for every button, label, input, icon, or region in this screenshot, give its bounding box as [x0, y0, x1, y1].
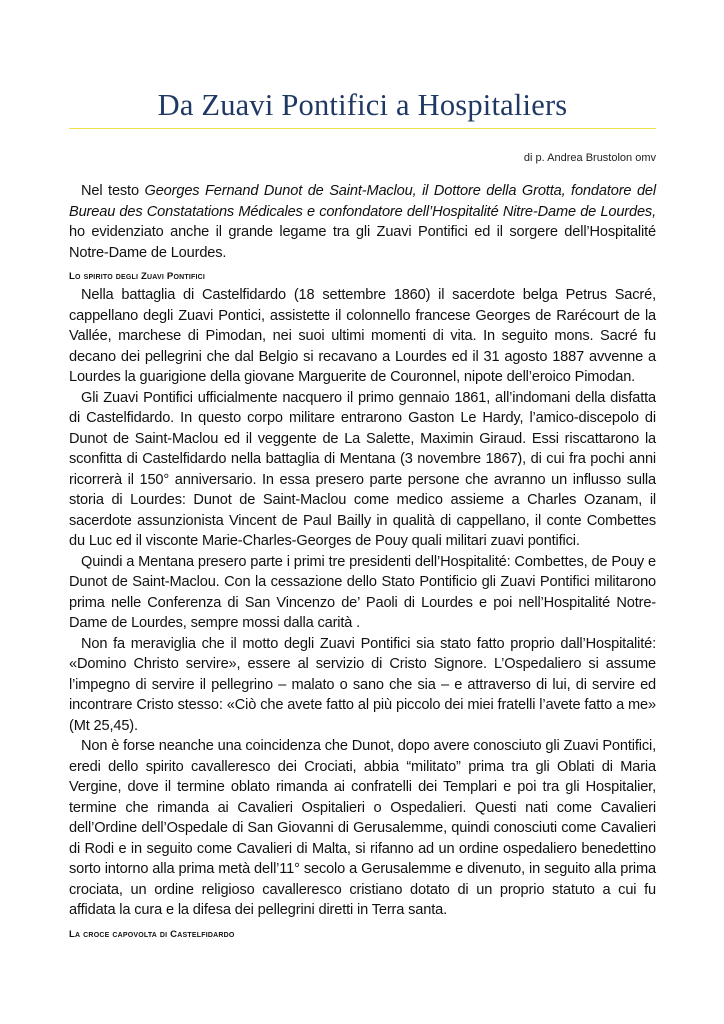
body-paragraph: Quindi a Mentana presero parte i primi tre presidenti dell’Hospitalité: Combettes, de Pouy e Dunot de Saint-Maclou. Con la cessazione dello Stato Pontificio gli Zuavi Pontifici militarono prima nelle Conferenza di San Vincenzo de’ Paoli di Lourdes e poi nell’Hospitalité Notre-Dame de Lourdes, sempre mossi dalla carità . — [69, 553, 656, 631]
intro-paragraph — [69, 181, 656, 263]
section-heading-croce: La croce capovolta di Castelfidardo — [69, 928, 235, 940]
intro-italic-title: Georges Fernand Dunot de Saint-Maclou, il Dottore della Grotta, fondatore del Bureau des Constatations Médicales e confondatore dell’Hospitalité Nitre-Dame de Lourdes, — [69, 183, 656, 220]
author-line: di p. Andrea Brustolon omv — [523, 152, 656, 164]
title-underline — [69, 128, 656, 129]
page-title: Da Zuavi Pontifici a Hospitaliers — [157, 88, 568, 122]
intro-text-before: Nel testo — [81, 183, 145, 199]
section-heading-spirito: Lo spirito degli Zuavi Pontifici — [69, 271, 206, 282]
body-paragraph: Non è forse neanche una coincidenza che Dunot, dopo avere conosciuto gli Zuavi Pontifici, eredi dello spirito cavalleresco dei Crociati, abbia “militato” prima tra gli Oblati di Maria Vergine, dove il termine oblato rimanda ai confratelli dei Templari e poi tra gli Hospitalier, termine che rimanda ai Cavalieri Ospitalieri o Ospedalieri. Questi nati come Cavalieri dell’Ordine dell’Ospedale di San Giovanni di Gerusalemme, quindi conosciuti come Cavalieri di Rodi e in seguito come Cavalieri di Malta, si rifanno ad un ordine ospedaliero benedettino sorto intorno alla prima metà dell’11° secolo a Gerusalemme e divenuto, in seguito alla prima crociata, un ordine religioso cavalleresco cristiano dotato di un proprio statuto a cui fu affidata la cura e la difesa dei pellegrini diretti in Terra santa. — [69, 738, 656, 918]
intro-text-after: ho evidenziato anche il grande legame tra gli Zuavi Pontifici ed il sorgere dell’Hospitalité Notre-Dame de Lourdes. — [69, 224, 656, 261]
body-paragraph: Gli Zuavi Pontifici ufficialmente nacquero il primo gennaio 1861, all’indomani della disfatta di Castelfidardo. In questo corpo militare entrarono Gaston Le Hardy, l’amico-discepolo di Dunot de Saint-Maclou ed il veggente de La Salette, Maximin Giraud. Essi riscattarono la sconfitta di Castelfidardo nella battaglia di Mentana (3 novembre 1867), di cui fra pochi anni ricorrerà il 150° anniversario. In essa presero parte persone che avranno un influsso sulla storia di Lourdes: Dunot de Saint-Maclou come medico assieme a Charles Ozanam, il sacerdote assunzionista Vincent de Paul Bailly in qualità di cappellano, il conte Combettes du Luc ed il visconte Marie-Charles-Georges de Pouy quali militari zuavi pontifici. — [69, 389, 656, 549]
body-paragraph: Non fa meraviglia che il motto degli Zuavi Pontifici sia stato fatto proprio dall’Hospitalité: «Domino Christo servire», essere al servizio di Cristo Signore. L’Ospedaliero si assume l’impegno di servire il pellegrino – malato o sano che sia – e attraverso di lui, di servire ed incontrare Cristo stesso: «Ciò che avete fatto al più piccolo dei miei fratelli l’avete fatto a me» (Mt 25,45). — [69, 635, 656, 734]
body-paragraph: Nella battaglia di Castelfidardo (18 settembre 1860) il sacerdote belga Petrus Sacré, cappellano degli Zuavi Pontici, assistette il colonnello francese Georges de Rarécourt de la Vallée, marchese di Pimodan, nei suoi ultimi momenti di vita. In seguito mons. Sacré fu decano dei pellegrini che dal Belgio si recavano a Lourdes ed il 31 agosto 1887 avvenne a Lourdes la guarigione della giovane Marguerite de Couronnel, nipote dell’eroico Pimodan. — [69, 287, 656, 385]
